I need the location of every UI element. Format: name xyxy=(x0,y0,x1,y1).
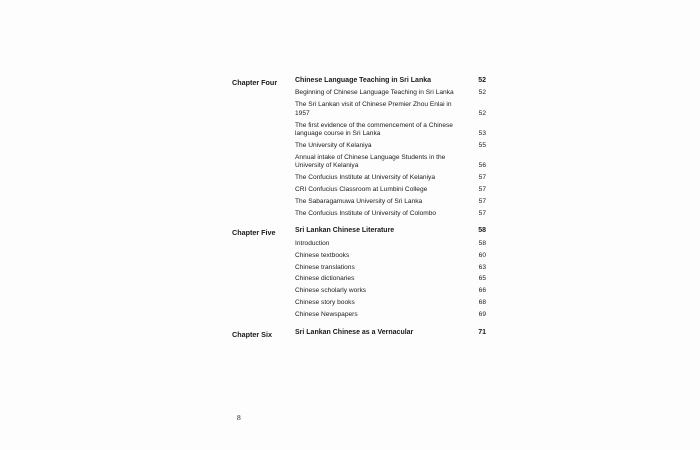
toc-chapter xyxy=(232,77,488,218)
entry-title: Chinese dictionaries xyxy=(295,275,355,283)
toc-entry xyxy=(295,101,486,118)
entry-page-number: 52 xyxy=(478,77,486,84)
toc-chapter xyxy=(232,329,488,337)
entry-page-number: 58 xyxy=(478,227,486,235)
toc-entry xyxy=(295,89,486,97)
chapter-title-row xyxy=(295,77,486,85)
entry-page-number: 52 xyxy=(478,89,486,97)
chapter-label: Chapter Five xyxy=(232,228,276,238)
toc-entry xyxy=(295,174,486,182)
entry-page-number: 60 xyxy=(478,251,486,259)
entry-page-number: 65 xyxy=(478,275,486,283)
entry-page-number: 57 xyxy=(478,197,486,205)
entry-title: Chinese Newspapers xyxy=(295,311,358,319)
entry-title: Introduction xyxy=(295,239,330,247)
entry-page-number: 69 xyxy=(478,311,486,319)
entry-page-number: 68 xyxy=(478,299,486,307)
entry-page-number: 57 xyxy=(478,186,486,194)
chapter-entries xyxy=(295,77,486,218)
chapter-title-row xyxy=(295,227,486,235)
toc-entry xyxy=(295,210,486,218)
toc-entry xyxy=(295,122,486,139)
toc-entry xyxy=(295,154,486,171)
entry-title: Chinese story books xyxy=(295,299,355,307)
toc-entry xyxy=(295,311,486,319)
chapter-title: Sri Lankan Chinese as a Vernacular xyxy=(295,328,414,336)
toc-entry xyxy=(295,252,486,260)
entry-page-number: 57 xyxy=(478,209,486,217)
toc-entry xyxy=(295,299,486,307)
entry-page-number: 56 xyxy=(478,162,486,170)
chapter-entries xyxy=(295,227,486,319)
entry-title: The Confucius Institute of University of Colombo xyxy=(295,209,437,217)
toc-entry xyxy=(295,240,486,248)
chapter-label: Chapter Six xyxy=(232,329,272,339)
entry-page-number: 58 xyxy=(478,239,486,247)
entry-page-number: 53 xyxy=(478,130,486,138)
toc-entry xyxy=(295,186,486,194)
entry-title: The University of Kelaniya xyxy=(295,141,372,149)
toc-entry xyxy=(295,287,486,295)
entry-page-number: 52 xyxy=(478,109,486,117)
toc-entry xyxy=(295,198,486,206)
page-number-folio: 8 xyxy=(237,413,241,422)
entry-title: Beginning of Chinese Language Teaching in Sri Lanka xyxy=(295,89,454,97)
chapter-title-row xyxy=(295,329,486,337)
chapter-entries xyxy=(295,329,486,337)
entry-title: The first evidence of the commencement of a Chinese language course in Sri Lanka xyxy=(295,121,453,138)
entry-title: Chinese scholarly works xyxy=(295,287,367,295)
chapter-label: Chapter Four xyxy=(232,78,278,87)
toc-entry xyxy=(295,264,486,272)
entry-page-number: 66 xyxy=(478,287,486,295)
table-of-contents xyxy=(232,77,488,346)
entry-title: Chinese textbooks xyxy=(295,251,350,259)
entry-title: Annual intake of Chinese Language Students in the University of Kelaniya xyxy=(295,153,446,170)
chapter-title: Sri Lankan Chinese Literature xyxy=(295,227,395,235)
entry-title: The Sabaragamuwa University of Sri Lanka xyxy=(295,197,423,205)
entry-page-number: 55 xyxy=(478,141,486,149)
toc-entry xyxy=(295,142,486,150)
entry-page-number: 71 xyxy=(478,328,486,336)
entry-title: Chinese translations xyxy=(295,263,355,271)
entry-title: The Sri Lankan visit of Chinese Premier Zhou Enlai in 1957 xyxy=(295,101,452,117)
entry-title: CRI Confucius Classroom at Lumbini College xyxy=(295,186,428,194)
entry-page-number: 63 xyxy=(478,263,486,271)
toc-chapter xyxy=(232,227,488,319)
entry-page-number: 57 xyxy=(478,174,486,182)
entry-title: The Confucius Institute at University of Kelaniya xyxy=(295,174,436,182)
toc-entry xyxy=(295,275,486,283)
chapter-title: Chinese Language Teaching in Sri Lanka xyxy=(295,77,432,84)
